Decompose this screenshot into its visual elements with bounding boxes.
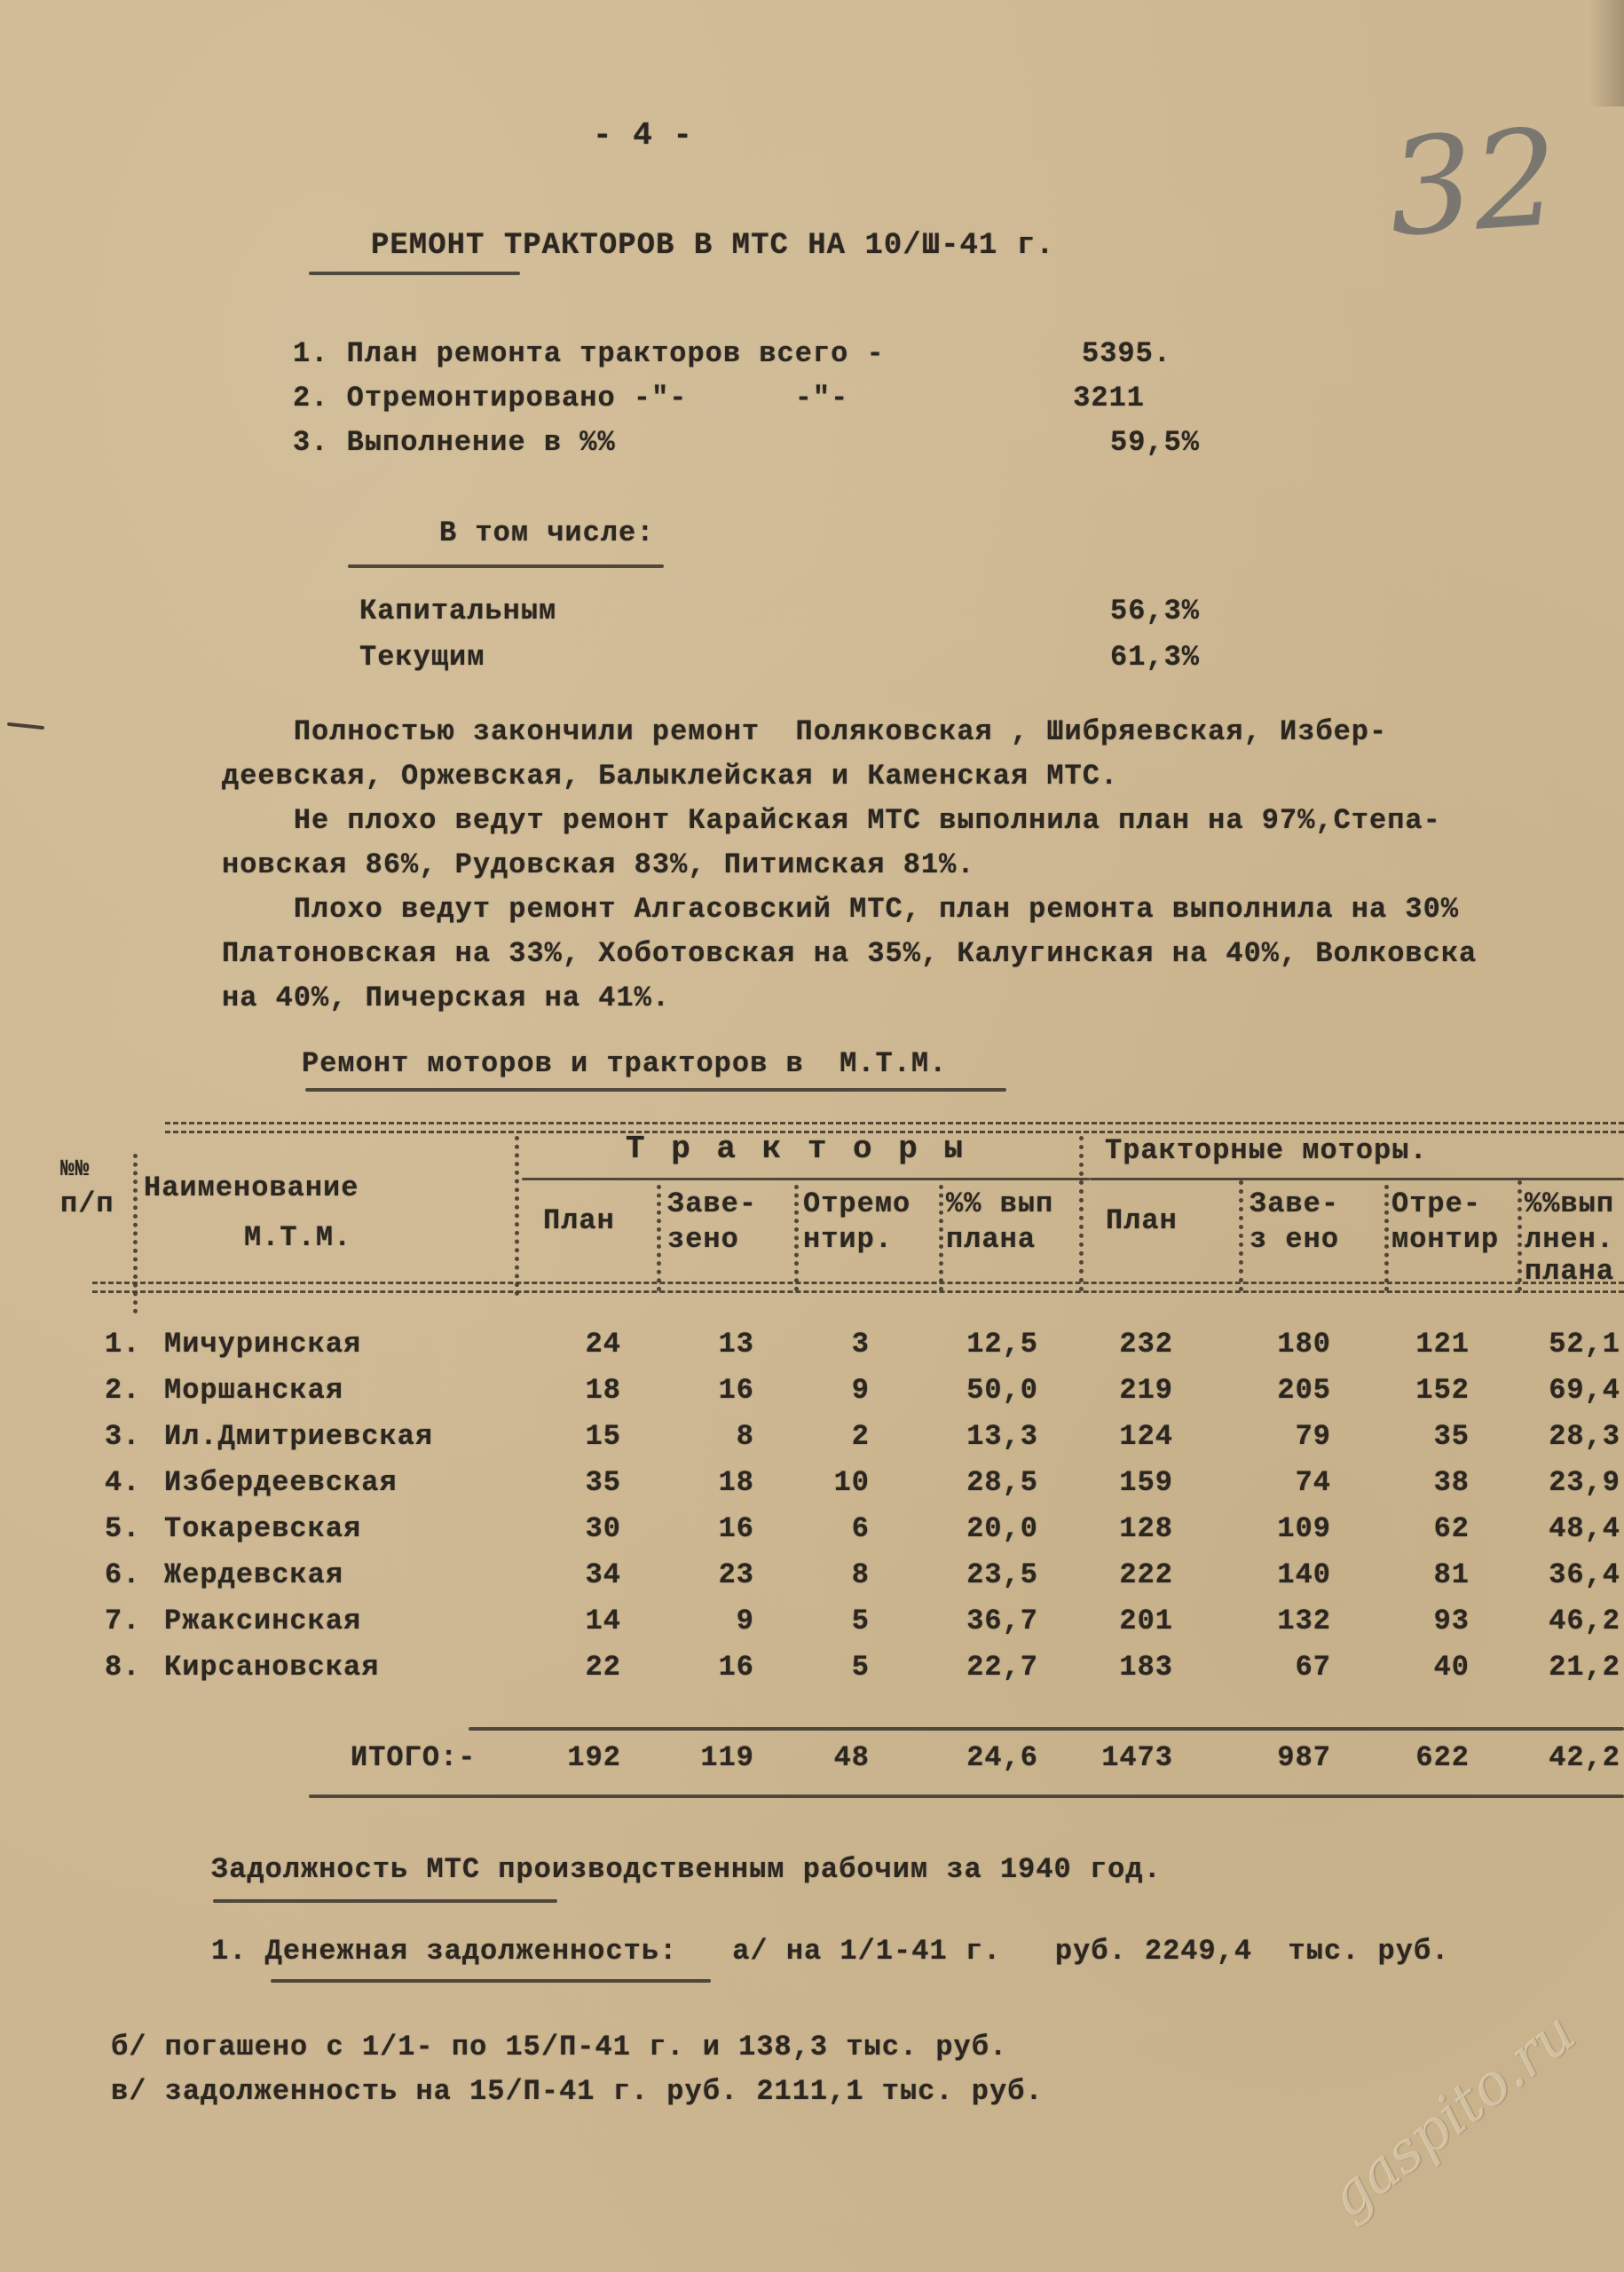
cell-t-pct: 28,5 <box>966 1466 1038 1499</box>
header-engines-delivered: з ено <box>1250 1223 1340 1256</box>
cell-m-pct: 36,4 <box>1549 1558 1620 1591</box>
debt-item-value: а/ на 1/1-41 г. руб. 2249,4 тыс. руб. <box>714 1935 1450 1968</box>
header-engines-repaired: Отре- <box>1391 1187 1482 1220</box>
cell-m-pct: 52,1 <box>1549 1328 1620 1361</box>
cell-t-pct: 36,7 <box>966 1605 1038 1637</box>
engines-group-rule <box>1090 1178 1624 1180</box>
cell-m-done: 62 <box>1433 1512 1470 1545</box>
cell-m-in: 67 <box>1295 1651 1331 1684</box>
cell-m-pct: 21,2 <box>1549 1651 1620 1684</box>
cell-m-plan: 219 <box>1119 1374 1173 1407</box>
cell-t-pct: 20,0 <box>966 1512 1038 1545</box>
table-header-rule <box>92 1282 1624 1293</box>
cell-t-in: 16 <box>718 1374 754 1407</box>
cell-t-pct: 13,3 <box>966 1420 1038 1453</box>
header-engines-pct: плана <box>1525 1255 1615 1288</box>
cell-m-pct: 48,4 <box>1549 1512 1620 1545</box>
cell-m-done: 40 <box>1433 1651 1470 1684</box>
breakdown-label: Капитальным <box>359 595 557 627</box>
cell-m-pct: 69,4 <box>1549 1374 1620 1407</box>
header-engines-pct: %%вып <box>1525 1187 1615 1220</box>
header-group-engines: Тракторные моторы. <box>1105 1134 1428 1167</box>
cell-m-in: 109 <box>1277 1512 1331 1545</box>
total-top-rule <box>469 1727 1624 1731</box>
cell-m-plan: 232 <box>1119 1328 1173 1361</box>
cell-m-plan: 159 <box>1119 1466 1173 1499</box>
header-tractors-pct: %% вып <box>946 1187 1054 1220</box>
cell-t-done: 9 <box>851 1374 870 1407</box>
cell-t-in: 16 <box>718 1512 754 1545</box>
cell-m-in: 132 <box>1277 1605 1331 1637</box>
row-name: Ил.Дмитриевская <box>164 1420 434 1453</box>
cell-t-plan: 30 <box>585 1512 621 1545</box>
summary-label: 1. План ремонта тракторов всего - <box>293 337 885 370</box>
total-t-done: 48 <box>833 1741 870 1774</box>
paragraph-line: деевская, Оржевская, Балыклейская и Каменская МТС. <box>222 760 1119 793</box>
row-name: Ржаксинская <box>164 1605 362 1637</box>
cell-m-done: 121 <box>1415 1328 1470 1361</box>
paragraph-line: Платоновская на 33%, Хоботовская на 35%, Калугинская на 40%, Волковска <box>222 937 1478 970</box>
header-name-line2: М.Т.М. <box>244 1221 352 1254</box>
total-t-pct: 24,6 <box>966 1741 1038 1774</box>
column-separator <box>939 1185 943 1291</box>
debt-item-underline <box>271 1979 711 1983</box>
header-engines-repaired: монтир <box>1391 1223 1500 1256</box>
header-num-line1: №№ <box>60 1156 91 1182</box>
cell-t-pct: 23,5 <box>966 1558 1038 1591</box>
header-tractors-repaired: нтир. <box>803 1223 894 1256</box>
table-title: Ремонт моторов и тракторов в М.Т.М. <box>302 1047 948 1080</box>
column-separator <box>657 1185 661 1291</box>
row-number: 8. <box>105 1651 141 1684</box>
paragraph-line: Не плохо ведут ремонт Карайская МТС выполнила план на 97%,Степа- <box>222 804 1441 837</box>
column-separator <box>515 1136 519 1296</box>
paragraph-line: Плохо ведут ремонт Алгасовский МТС, план ремонта выполнила на 30% <box>222 893 1460 926</box>
total-label: ИТОГО:- <box>351 1741 477 1774</box>
column-separator <box>1079 1136 1084 1291</box>
summary-value: 59,5% <box>1109 426 1200 459</box>
header-tractors-pct: плана <box>946 1223 1037 1256</box>
header-tractors-repaired: Отремо <box>803 1187 911 1220</box>
table-title-underline <box>305 1088 1006 1092</box>
debt-line: б/ погашено с 1/1- по 15/П-41 г. и 138,3 тыс. руб. <box>111 2031 1008 2063</box>
cell-t-in: 16 <box>718 1651 754 1684</box>
cell-m-in: 74 <box>1295 1466 1331 1499</box>
row-name: Токаревская <box>164 1512 362 1545</box>
total-bottom-rule <box>309 1795 1624 1798</box>
cell-m-in: 205 <box>1277 1374 1331 1407</box>
row-name: Мичуринская <box>164 1328 362 1361</box>
cell-t-plan: 34 <box>585 1558 621 1591</box>
breakdown-value: 61,3% <box>1109 641 1200 674</box>
cell-t-in: 18 <box>718 1466 754 1499</box>
tractors-group-rule <box>522 1178 1090 1180</box>
header-group-tractors: Т р а к т о р ы <box>626 1131 967 1167</box>
cell-m-done: 93 <box>1433 1605 1470 1637</box>
header-name-line1: Наименование <box>144 1172 359 1204</box>
row-name: Моршанская <box>164 1374 344 1407</box>
cell-m-done: 38 <box>1433 1466 1470 1499</box>
cell-t-done: 8 <box>851 1558 870 1591</box>
cell-m-plan: 183 <box>1119 1651 1173 1684</box>
document-title: РЕМОНТ ТРАКТОРОВ В МТС НА 10/Ш-41 г. <box>371 229 1055 263</box>
debt-item-label: 1. Денежная задолженность: <box>211 1935 678 1968</box>
cell-t-pct: 12,5 <box>966 1328 1038 1361</box>
cell-t-done: 5 <box>851 1651 870 1684</box>
cell-t-in: 9 <box>736 1605 754 1637</box>
row-name: Избердеевская <box>164 1466 398 1499</box>
breakdown-label: Текущим <box>359 641 485 674</box>
cell-t-in: 8 <box>736 1420 754 1453</box>
cell-t-done: 6 <box>851 1512 870 1545</box>
cell-t-done: 10 <box>833 1466 870 1499</box>
cell-m-plan: 128 <box>1119 1512 1173 1545</box>
archive-sheet-number: 32 <box>1384 100 1564 267</box>
cell-m-done: 35 <box>1433 1420 1470 1453</box>
cell-m-plan: 124 <box>1119 1420 1173 1453</box>
row-number: 6. <box>105 1558 141 1591</box>
margin-mark <box>7 722 44 730</box>
cell-t-done: 3 <box>851 1328 870 1361</box>
column-separator <box>1518 1180 1522 1291</box>
header-tractors-plan: План <box>543 1204 615 1237</box>
watermark: gaspito.ru <box>1317 2000 1589 2231</box>
cell-m-done: 152 <box>1415 1374 1470 1407</box>
header-engines-pct: лнен. <box>1525 1223 1615 1256</box>
cell-m-plan: 201 <box>1119 1605 1173 1637</box>
column-separator <box>1384 1185 1389 1291</box>
cell-m-pct: 23,9 <box>1549 1466 1620 1499</box>
cell-t-plan: 22 <box>585 1651 621 1684</box>
total-m-in: 987 <box>1277 1741 1331 1774</box>
paragraph-line: на 40%, Пичерская на 41%. <box>222 982 671 1014</box>
cell-t-plan: 18 <box>585 1374 621 1407</box>
debt-line: в/ задолженность на 15/П-41 г. руб. 2111,1 тыс. руб. <box>111 2075 1044 2108</box>
total-t-plan: 192 <box>567 1741 621 1774</box>
header-engines-plan: План <box>1106 1204 1178 1237</box>
cell-m-pct: 46,2 <box>1549 1605 1620 1637</box>
column-separator <box>794 1185 799 1291</box>
paragraph-line: новская 86%, Рудовская 83%, Питимская 81%. <box>222 848 975 881</box>
header-engines-delivered: Заве- <box>1250 1187 1340 1220</box>
cell-t-in: 23 <box>718 1558 754 1591</box>
cell-m-in: 79 <box>1295 1420 1331 1453</box>
row-number: 1. <box>105 1328 141 1361</box>
breakdown-heading: В том числе: <box>439 517 655 549</box>
row-name: Жердевская <box>164 1558 344 1591</box>
cell-t-plan: 14 <box>585 1605 621 1637</box>
row-number: 2. <box>105 1374 141 1407</box>
total-m-plan: 1473 <box>1101 1741 1173 1774</box>
row-number: 3. <box>105 1420 141 1453</box>
row-number: 5. <box>105 1512 141 1545</box>
row-number: 7. <box>105 1605 141 1637</box>
debt-heading-underline <box>213 1899 557 1903</box>
header-tractors-delivered: Заве- <box>667 1187 758 1220</box>
cell-m-in: 140 <box>1277 1558 1331 1591</box>
cell-t-pct: 22,7 <box>966 1651 1038 1684</box>
header-num-line2: п/п <box>60 1187 114 1220</box>
cell-t-plan: 24 <box>585 1328 621 1361</box>
summary-label: 2. Отремонтировано -"- -"- <box>293 382 849 414</box>
cell-t-done: 2 <box>851 1420 870 1453</box>
breakdown-value: 56,3% <box>1109 595 1200 627</box>
cell-m-plan: 222 <box>1119 1558 1173 1591</box>
column-separator <box>1239 1180 1243 1291</box>
cell-t-plan: 35 <box>585 1466 621 1499</box>
cell-m-done: 81 <box>1433 1558 1470 1591</box>
page-corner-shadow <box>1589 0 1624 106</box>
row-number: 4. <box>105 1466 141 1499</box>
cell-m-pct: 28,3 <box>1549 1420 1620 1453</box>
column-separator <box>133 1154 138 1314</box>
cell-t-plan: 15 <box>585 1420 621 1453</box>
debt-heading: Задолжность МТС производственным рабочим за 1940 год. <box>211 1853 1162 1886</box>
cell-t-done: 5 <box>851 1605 870 1637</box>
total-m-pct: 42,2 <box>1549 1741 1620 1774</box>
cell-t-pct: 50,0 <box>966 1374 1038 1407</box>
breakdown-underline <box>348 564 664 568</box>
summary-label: 3. Выполнение в %% <box>293 426 616 459</box>
summary-value: 3211 <box>1073 382 1145 414</box>
page-number: - 4 - <box>593 117 694 154</box>
row-name: Кирсановская <box>164 1651 380 1684</box>
total-t-in: 119 <box>700 1741 754 1774</box>
summary-value: 5395. <box>1081 337 1171 370</box>
title-underline <box>309 272 520 275</box>
header-tractors-delivered: зено <box>667 1223 739 1256</box>
total-m-done: 622 <box>1415 1741 1470 1774</box>
cell-m-in: 180 <box>1277 1328 1331 1361</box>
paragraph-line: Полностью закончили ремонт Поляковская , Шибряевская, Избер- <box>222 715 1388 748</box>
cell-t-in: 13 <box>718 1328 754 1361</box>
